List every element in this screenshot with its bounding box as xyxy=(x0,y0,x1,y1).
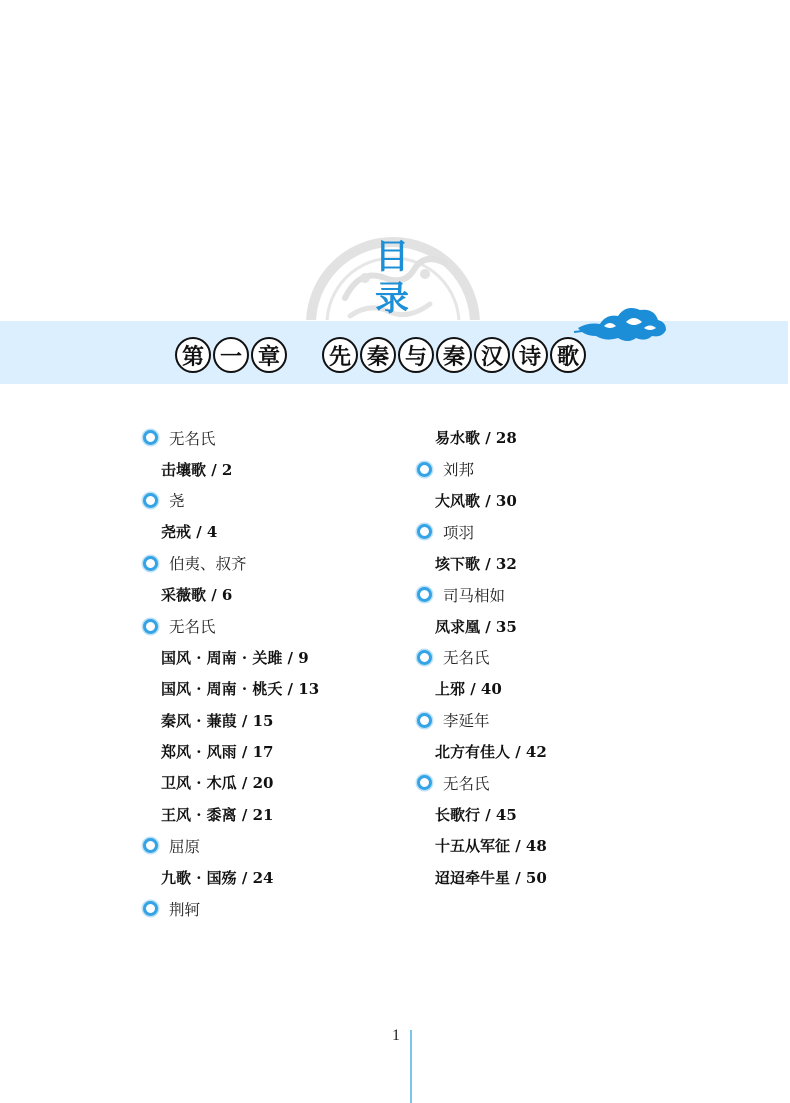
poem-entry[interactable]: 九歌 · 国殇 / 24 xyxy=(161,868,274,887)
toc-poem-row[interactable] xyxy=(417,799,677,830)
toc-poem-row[interactable] xyxy=(143,516,403,547)
toc-poem-row[interactable] xyxy=(143,642,403,673)
poem-entry[interactable]: 迢迢牵牛星 / 50 xyxy=(435,868,547,887)
toc-poem-row[interactable] xyxy=(417,548,677,579)
poem-entry[interactable]: 垓下歌 / 32 xyxy=(435,554,517,573)
poem-entry[interactable]: 击壤歌 / 2 xyxy=(161,460,233,479)
author-name: 无名氏 xyxy=(169,429,216,448)
toc-column-left xyxy=(143,422,403,924)
ring-bullet-icon xyxy=(417,587,432,602)
ring-bullet-icon xyxy=(417,713,432,728)
chapter-title xyxy=(322,337,586,375)
author-name: 李延年 xyxy=(443,712,490,731)
chapter-number-char: 章 xyxy=(251,337,287,373)
toc-author-row xyxy=(417,705,677,736)
toc-poem-row[interactable] xyxy=(417,485,677,516)
chapter-title-char: 先 xyxy=(322,337,358,373)
chapter-title-char: 秦 xyxy=(360,337,396,373)
author-name: 屈原 xyxy=(169,837,201,856)
toc-poem-row[interactable] xyxy=(417,736,677,767)
toc-author-row xyxy=(143,548,403,579)
toc-author-row xyxy=(417,453,677,484)
toc-poem-row[interactable] xyxy=(143,673,403,704)
page-divider-line xyxy=(410,1030,412,1103)
poem-entry[interactable]: 秦风 · 蒹葭 / 15 xyxy=(161,711,274,730)
toc-title-char: 目 xyxy=(375,237,409,277)
toc-column-right xyxy=(417,422,677,893)
ring-bullet-icon xyxy=(143,901,158,916)
poem-entry[interactable]: 北方有佳人 / 42 xyxy=(435,743,547,762)
poem-entry[interactable]: 凤求凰 / 35 xyxy=(435,617,517,636)
poem-entry[interactable]: 王风 · 黍离 / 21 xyxy=(161,805,274,824)
chapter-title-char: 汉 xyxy=(474,337,510,373)
toc-poem-row[interactable] xyxy=(143,736,403,767)
author-name: 无名氏 xyxy=(443,774,490,793)
toc-author-row xyxy=(417,767,677,798)
author-name: 司马相如 xyxy=(443,586,506,605)
toc-poem-row[interactable] xyxy=(143,799,403,830)
poem-entry[interactable]: 长歌行 / 45 xyxy=(435,805,517,824)
author-name: 伯夷、叔齐 xyxy=(169,555,247,574)
ring-bullet-icon xyxy=(417,650,432,665)
ring-bullet-icon xyxy=(417,524,432,539)
toc-author-row xyxy=(417,516,677,547)
author-name: 无名氏 xyxy=(169,618,216,637)
poem-entry[interactable]: 国风 · 周南 · 关雎 / 9 xyxy=(161,648,309,667)
toc-author-row xyxy=(417,579,677,610)
poem-entry[interactable]: 卫风 · 木瓜 / 20 xyxy=(161,774,274,793)
poem-entry[interactable]: 国风 · 周南 · 桃夭 / 13 xyxy=(161,680,320,699)
chapter-title-char: 诗 xyxy=(512,337,548,373)
toc-poem-row[interactable] xyxy=(417,861,677,892)
chapter-number-char: 一 xyxy=(213,337,249,373)
author-name: 无名氏 xyxy=(443,649,490,668)
toc-author-row xyxy=(143,485,403,516)
toc-author-row xyxy=(143,830,403,861)
ring-bullet-icon xyxy=(417,775,432,790)
toc-poem-row[interactable] xyxy=(143,579,403,610)
author-name: 刘邦 xyxy=(443,461,475,480)
ring-bullet-icon xyxy=(417,462,432,477)
toc-poem-row[interactable] xyxy=(417,610,677,641)
toc-poem-row[interactable] xyxy=(143,705,403,736)
poem-entry[interactable]: 十五从军征 / 48 xyxy=(435,837,547,856)
toc-author-row xyxy=(143,422,403,453)
poem-entry[interactable]: 大风歌 / 30 xyxy=(435,491,517,510)
toc-title-char: 录 xyxy=(375,279,409,319)
ring-bullet-icon xyxy=(143,493,158,508)
poem-entry[interactable]: 上邪 / 40 xyxy=(435,680,502,699)
ring-bullet-icon xyxy=(143,838,158,853)
chapter-number-char: 第 xyxy=(175,337,211,373)
poem-entry[interactable]: 采薇歌 / 6 xyxy=(161,586,233,605)
ring-bullet-icon xyxy=(143,619,158,634)
page-number: 1 xyxy=(392,1027,400,1044)
toc-poem-row[interactable] xyxy=(143,453,403,484)
toc-poem-row[interactable] xyxy=(417,673,677,704)
chapter-title-char: 秦 xyxy=(436,337,472,373)
toc-poem-row[interactable] xyxy=(143,767,403,798)
auspicious-cloud-icon xyxy=(574,300,670,344)
ring-bullet-icon xyxy=(143,556,158,571)
toc-author-row xyxy=(143,893,403,924)
chapter-number xyxy=(175,337,287,375)
poem-entry[interactable]: 尧戒 / 4 xyxy=(161,523,218,542)
toc-author-row xyxy=(143,610,403,641)
toc-poem-row[interactable] xyxy=(417,830,677,861)
toc-poem-row[interactable] xyxy=(143,861,403,892)
author-name: 项羽 xyxy=(443,523,475,542)
poem-entry[interactable]: 易水歌 / 28 xyxy=(435,429,517,448)
author-name: 荆轲 xyxy=(169,900,201,919)
ring-bullet-icon xyxy=(143,430,158,445)
chapter-title-char: 与 xyxy=(398,337,434,373)
chapter-title-char: 歌 xyxy=(550,337,586,373)
author-name: 尧 xyxy=(169,492,185,511)
toc-author-row xyxy=(417,642,677,673)
toc-poem-row[interactable] xyxy=(417,422,677,453)
poem-entry[interactable]: 郑风 · 风雨 / 17 xyxy=(161,743,274,762)
